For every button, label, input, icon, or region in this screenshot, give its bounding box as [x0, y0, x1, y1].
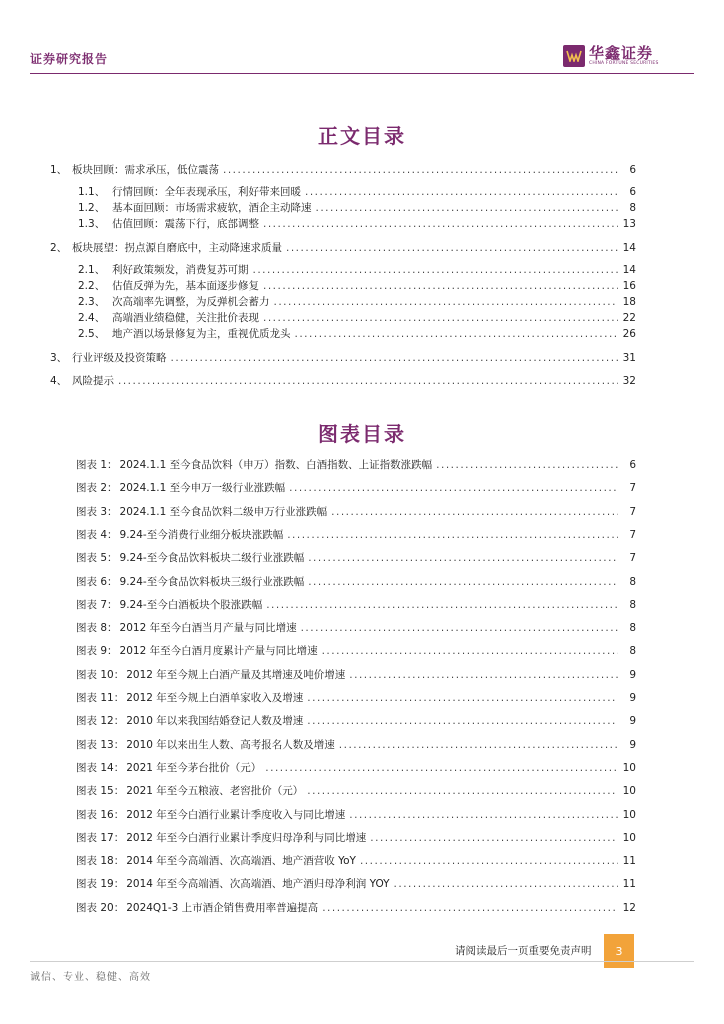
- dot-leader: [322, 645, 618, 657]
- figure-entry[interactable]: 图表 3： 2024.1.1 至今食品饮料二级申万行业涨跌幅 ..... 7: [76, 504, 636, 519]
- page-number: 14: [622, 242, 636, 254]
- figure-entry[interactable]: 图表 19： 2014 年至今高端酒、次高端酒、地产酒归母净利润 YOY ..... 11: [76, 876, 636, 891]
- page-number: 7: [629, 505, 636, 518]
- toc-entry[interactable]: 1.1、 行情回顾：全年表现承压，利好带来回暖 ..... 6: [78, 184, 636, 199]
- page-number: 26: [622, 328, 636, 340]
- figure-entry[interactable]: 图表 12： 2010 年以来我国结婚登记人数及增速 ..... 9: [76, 713, 636, 728]
- page-number: 11: [622, 878, 636, 891]
- current-page-number: 3: [615, 944, 623, 958]
- figure-entry[interactable]: 图表 10： 2012 年至今规上白酒产量及其增速及吨价增速 ..... 9: [76, 667, 636, 682]
- dot-leader: [263, 280, 618, 292]
- page-number: 10: [622, 785, 636, 798]
- page-number: 8: [629, 575, 636, 588]
- page-number: 6: [629, 459, 636, 471]
- figure-entry[interactable]: 图表 7： 9.24-至今白酒板块个股涨跌幅 ..... 8: [76, 597, 636, 612]
- toc-entry[interactable]: 2.5、 地产酒以场景修复为主，重视优质龙头 ..... 26: [78, 326, 636, 341]
- toc-entry[interactable]: 4、 风险提示 ..... 32: [50, 373, 636, 388]
- page-number: 9: [629, 715, 636, 728]
- dot-leader: [263, 312, 618, 324]
- toc-entry[interactable]: 2.3、 次高端率先调整，为反弹机会蓄力 ..... 18: [78, 294, 636, 309]
- dot-leader: [266, 599, 618, 611]
- page-number: 22: [622, 312, 636, 324]
- toc-entry[interactable]: 3、 行业评级及投资策略 ..... 31: [50, 350, 636, 365]
- figure-entry[interactable]: 图表 4： 9.24-至今消费行业细分板块涨跌幅 ..... 7: [76, 527, 636, 542]
- page-number: 6: [629, 186, 636, 198]
- dot-leader: [286, 242, 618, 254]
- dot-leader: [394, 878, 618, 890]
- dot-leader: [171, 352, 619, 364]
- figure-entry[interactable]: 图表 11： 2012 年至今规上白酒单家收入及增速 ..... 9: [76, 690, 636, 705]
- page-number: 10: [622, 808, 636, 821]
- figure-entry[interactable]: 图表 20： 2024Q1-3 上市酒企销售费用率普遍提高 ..... 12: [76, 900, 636, 915]
- dot-leader: [118, 375, 618, 387]
- figure-entry[interactable]: 图表 5： 9.24-至今食品饮料板块二级行业涨跌幅 ..... 7: [76, 550, 636, 565]
- dot-leader: [339, 739, 618, 751]
- figure-entry[interactable]: 图表 1： 2024.1.1 至今食品饮料（申万）指数、白酒指数、上证指数涨跌幅 ..... 6: [76, 457, 636, 472]
- dot-leader: [349, 669, 618, 681]
- figure-entry[interactable]: 图表 18： 2014 年至今高端酒、次高端酒、地产酒营收 YoY ..... 11: [76, 853, 636, 868]
- page-number: 32: [622, 375, 636, 387]
- figure-entry[interactable]: 图表 15： 2021 年至今五粮液、老窖批价（元） ..... 10: [76, 783, 636, 798]
- page-number: 9: [629, 692, 636, 704]
- footer-divider: [30, 961, 694, 962]
- page-number: 8: [629, 598, 636, 611]
- logo-icon: [563, 45, 585, 67]
- dot-leader: [265, 762, 618, 774]
- dot-leader: [307, 785, 618, 797]
- disclaimer-notice: 请阅读最后一页重要免责声明: [455, 945, 592, 957]
- report-type-label: 证券研究报告: [30, 52, 109, 66]
- dot-leader: [307, 715, 618, 727]
- page-number: 7: [629, 482, 636, 495]
- page-number: 14: [622, 264, 636, 276]
- dot-leader: [349, 809, 618, 821]
- page-number: 7: [629, 552, 636, 565]
- toc-entry[interactable]: 1.3、 估值回顾：震荡下行，底部调整 ..... 13: [78, 216, 636, 231]
- header-divider: [30, 73, 694, 74]
- toc-entry[interactable]: 2.1、 利好政策频发，消费复苏可期 ..... 14: [78, 262, 636, 277]
- dot-leader: [223, 164, 618, 176]
- dot-leader: [331, 506, 618, 518]
- page-number: 8: [629, 645, 636, 658]
- dot-leader: [305, 186, 618, 198]
- page-number: 8: [629, 622, 636, 635]
- dot-leader: [274, 296, 619, 308]
- logo-chinese-name: 华鑫证券: [589, 44, 654, 62]
- dot-leader: [289, 482, 618, 494]
- dot-leader: [370, 832, 618, 844]
- page-number: 8: [629, 202, 636, 214]
- dot-leader: [307, 692, 618, 704]
- dot-leader: [308, 576, 618, 588]
- company-logo: [563, 45, 659, 67]
- page-number: 18: [622, 296, 636, 308]
- dot-leader: [360, 855, 618, 867]
- page-number: 9: [629, 668, 636, 681]
- figure-entry[interactable]: 图表 13： 2010 年以来出生人数、高考报名人数及增速 ..... 9: [76, 737, 636, 752]
- figures-title: 图表目录: [318, 422, 406, 446]
- figure-entry[interactable]: 图表 17： 2012 年至今白酒行业累计季度归母净利与同比增速 ..... 10: [76, 830, 636, 845]
- toc-entry[interactable]: 1、 板块回顾：需求承压，低位震荡 ..... 6: [50, 162, 636, 177]
- toc-entry[interactable]: 2.4、 高端酒业绩稳健，关注批价表现 ..... 22: [78, 310, 636, 325]
- dot-leader: [253, 264, 619, 276]
- page-number: 10: [622, 761, 636, 774]
- dot-leader: [295, 328, 619, 340]
- page-number: 6: [629, 164, 636, 176]
- dot-leader: [322, 902, 618, 914]
- company-motto: 诚信、专业、稳健、高效: [30, 972, 151, 983]
- page-number: 11: [622, 855, 636, 868]
- page-number-badge: [604, 934, 634, 968]
- dot-leader: [263, 218, 618, 230]
- figure-entry[interactable]: 图表 6： 9.24-至今食品饮料板块三级行业涨跌幅 ..... 8: [76, 574, 636, 589]
- page-number: 7: [629, 528, 636, 541]
- dot-leader: [308, 552, 618, 564]
- dot-leader: [301, 622, 618, 634]
- toc-entry[interactable]: 2.2、 估值反弹为先，基本面逐步修复 ..... 16: [78, 278, 636, 293]
- figure-entry[interactable]: 图表 14： 2021 年至今茅台批价（元） ..... 10: [76, 760, 636, 775]
- page-number: 16: [622, 280, 636, 292]
- figure-entry[interactable]: 图表 9： 2012 年至今白酒月度累计产量与同比增速 ..... 8: [76, 643, 636, 658]
- toc-entry[interactable]: 1.2、 基本面回顾：市场需求疲软，酒企主动降速 ..... 8: [78, 200, 636, 215]
- figure-entry[interactable]: 图表 2： 2024.1.1 至今申万一级行业涨跌幅 ..... 7: [76, 480, 636, 495]
- toc-title: 正文目录: [318, 124, 406, 148]
- page-number: 10: [622, 831, 636, 844]
- page-number: 9: [629, 738, 636, 751]
- figure-entry[interactable]: 图表 16： 2012 年至今白酒行业累计季度收入与同比增速 ..... 10: [76, 807, 636, 822]
- dot-leader: [436, 459, 618, 471]
- toc-entry[interactable]: 2、 板块展望：拐点源自磨底中，主动降速求质量 ..... 14: [50, 240, 636, 255]
- page-number: 31: [622, 352, 636, 364]
- logo-english-name: CHINA FORTUNE SECURITIES: [589, 61, 659, 66]
- dot-leader: [316, 202, 619, 214]
- figure-entry[interactable]: 图表 8： 2012 年至今白酒当月产量与同比增速 ..... 8: [76, 620, 636, 635]
- page-number: 12: [622, 901, 636, 914]
- dot-leader: [287, 529, 618, 541]
- page-number: 13: [622, 218, 636, 230]
